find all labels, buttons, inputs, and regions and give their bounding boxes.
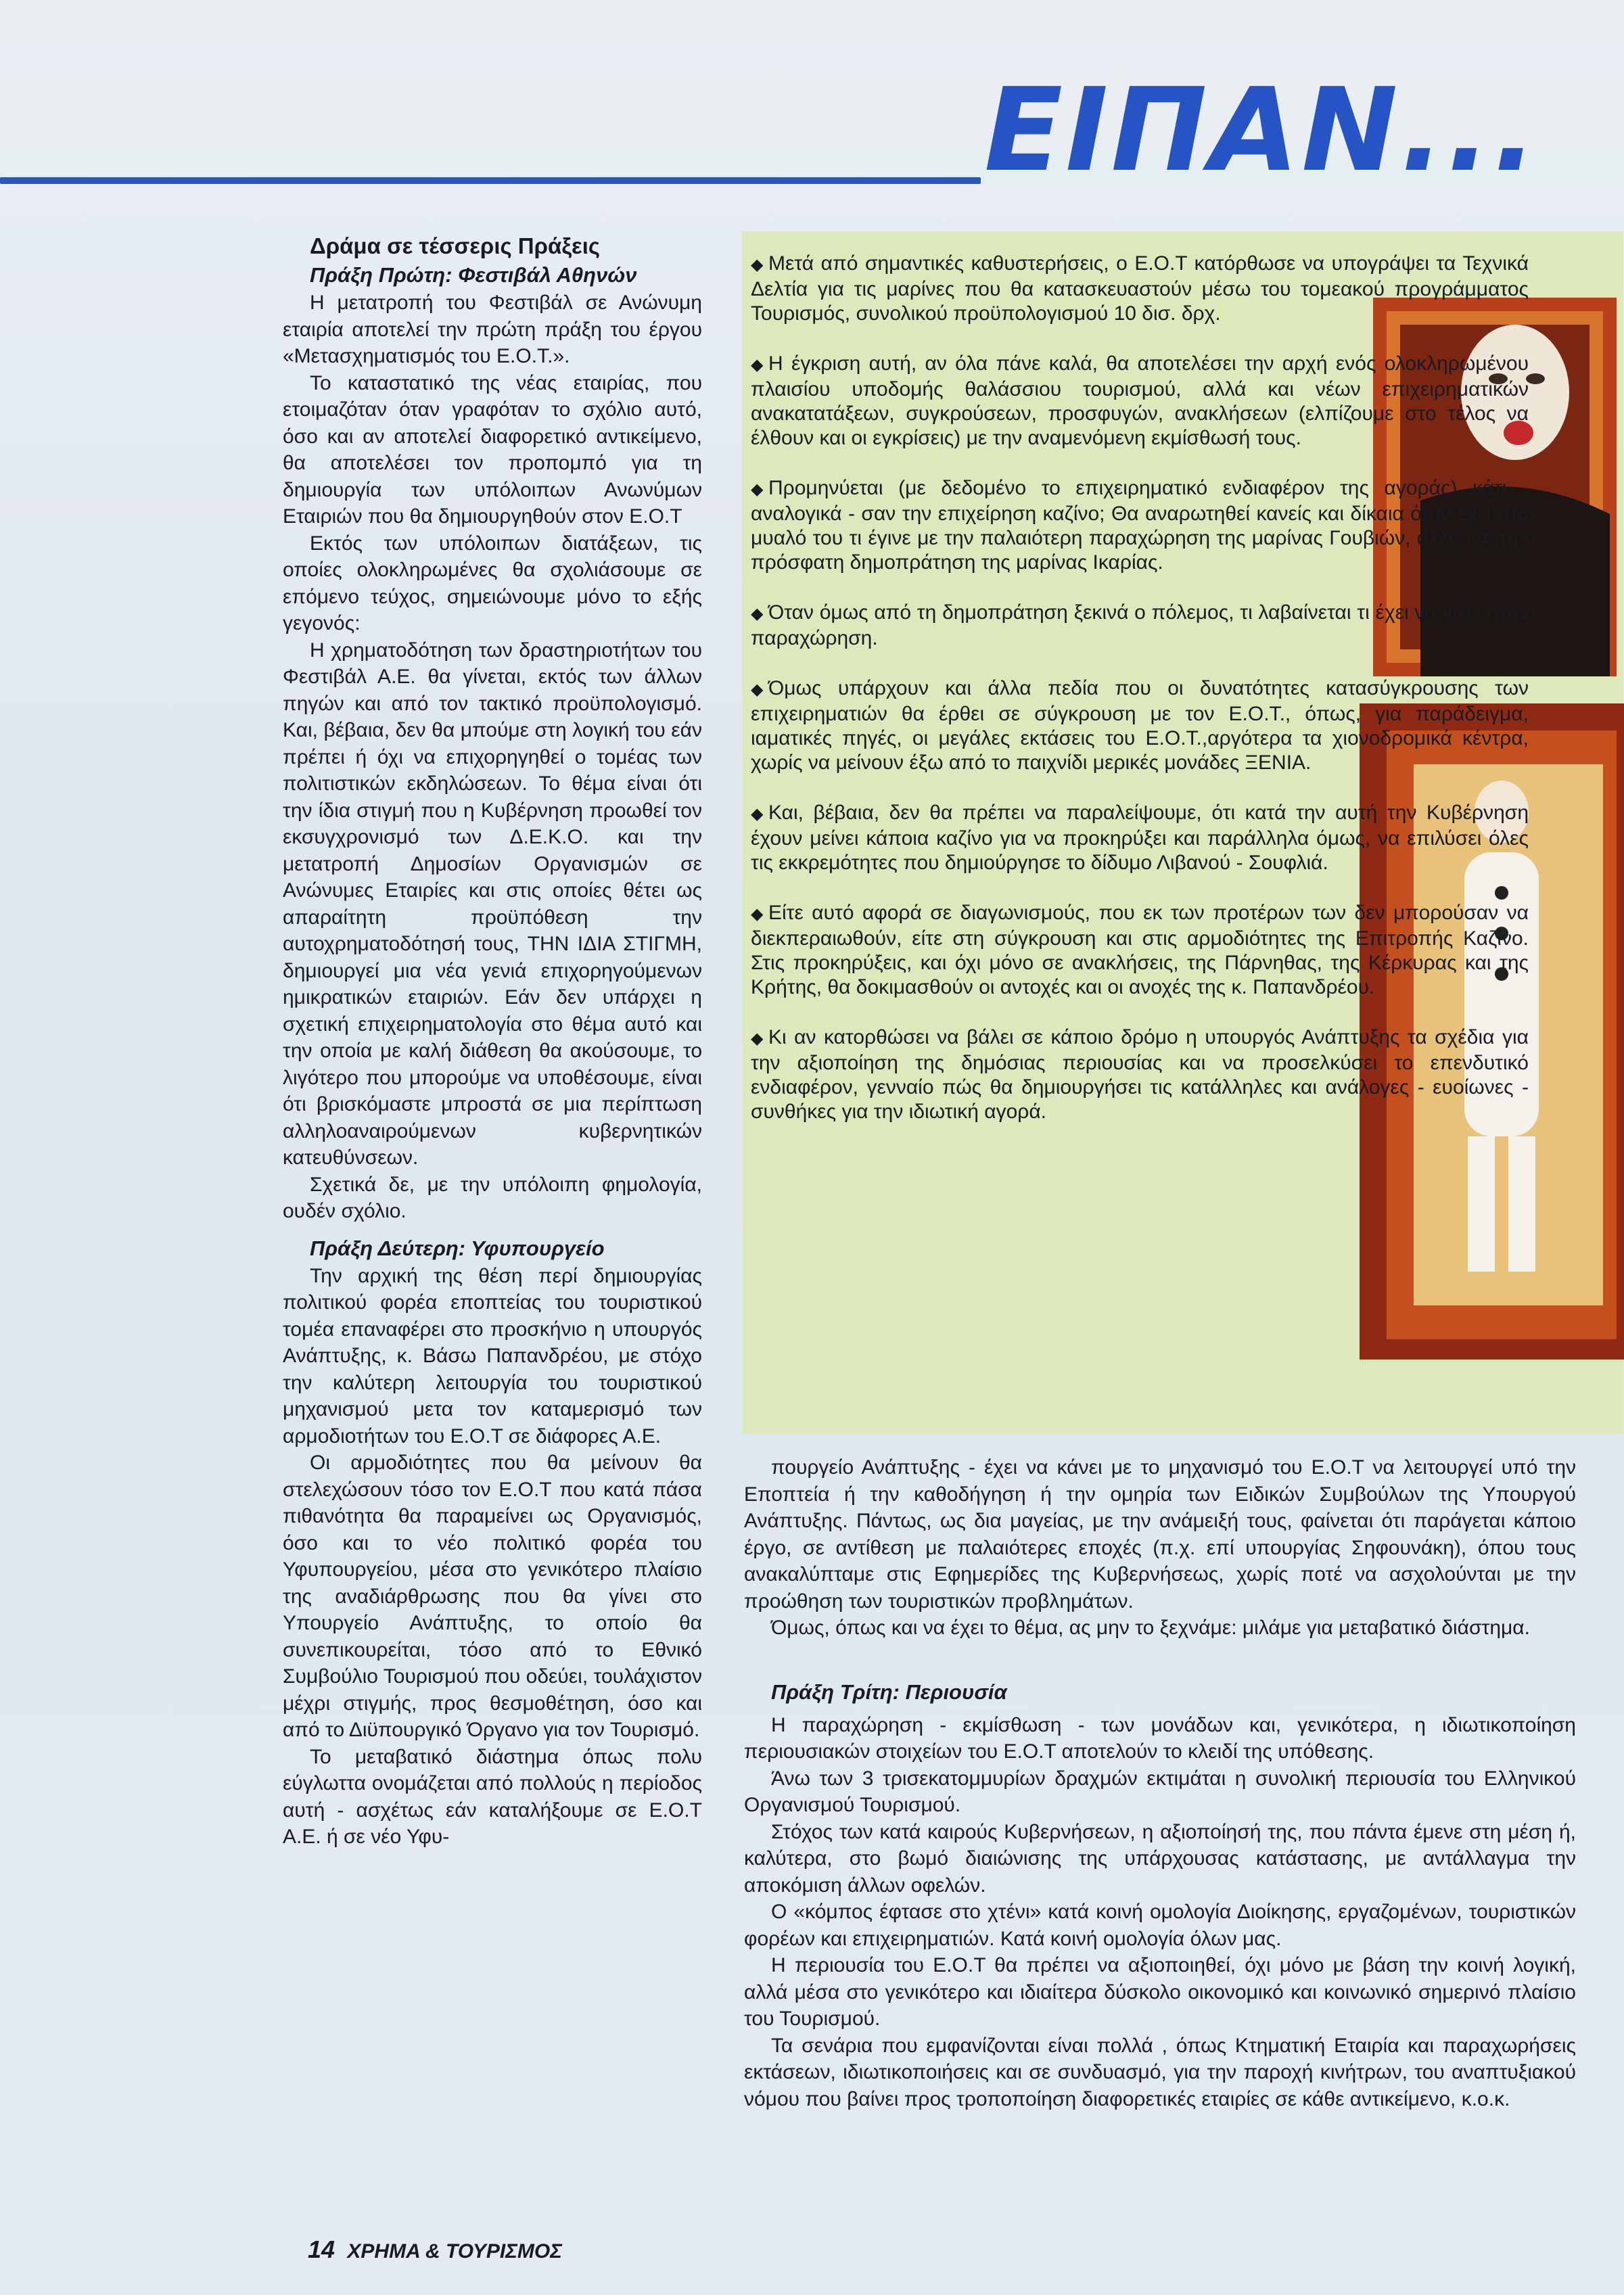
right-column (744, 1454, 1576, 2112)
diamond-icon: ◆ (751, 356, 764, 374)
bullet-item: ◆ Και, βέβαια, δεν θα πρέπει να παραλείψουμε, ότι κατά την αυτή την Κυβέρνηση έχουν μείνει κάποια καζίνο για να προκηρύξει και παράλληλα όμως, να επιλύσει όλες τις εκκρεμότητες που δημιούργησε το δίδυμο Λιβανού - Σουφλιά. (751, 802, 1529, 874)
act1-title: Πράξη Πρώτη: Φεστιβάλ Αθηνών (310, 263, 637, 287)
bullet-item: ◆ Όταν όμως από τη δημοπράτηση ξεκινά ο πόλεμος, τι λαβαίνεται τι έχει να γίνει στην παραχώρηση. (751, 601, 1529, 649)
act3-paragraph: Άνω των 3 τρισεκατομμυρίων δραχμών εκτιμάται η συνολική περιουσία του Ελληνικού Οργανισμού Τουρισμού. (744, 1767, 1576, 1816)
diamond-icon: ◆ (751, 605, 764, 623)
page-number: 14 (308, 2235, 335, 2263)
bullet-item: ◆ Η έγκριση αυτή, αν όλα πάνε καλά, θα αποτελέσει την αρχή ενός ολοκληρωμένου πλαισίου υποδομής θαλάσσιου τουρισμού, αλλά και νέων επιχειρηματικών ανακατατάξεων, συγκρούσεων, προσφυγών, ανακλήσεων (ελπίζουμε στο τέλος να έλθουν και οι εγκρίσεις) με την αναμενόμενη εκμίσθωσή τους. (751, 352, 1529, 449)
diamond-icon: ◆ (751, 905, 764, 923)
bullet-item: ◆ Προμηνύεται (με δεδομένο το επιχειρηματικό ενδιαφέρον της αγοράς) κάτι - αναλογικά - σαν την επιχείρηση καζίνο; Θα αναρωτηθεί κανείς και δίκαια όταν έχει στο μυαλό του τι έγινε με την παλαιότερη παραχώρηση της μαρίνας Γουβιών, αλλά και την πρόσφατη δημοπράτηση της μαρίνας Ικαρίας. (751, 477, 1529, 574)
act1-paragraph: Το καταστατικό της νέας εταιρίας, που ετοιμαζόταν όταν γραφόταν το σχόλιο αυτό, όσο και αν αποτελεί διαφορετικό αντικείμενο, θα αποτελέσει τον προπομπό για τη δημιουργία των υπόλοιπων Ανωνύμων Εταιριών που θα δημιουργηθούν στον Ε.Ο.Τ (283, 371, 702, 528)
act3-paragraph: Η παραχώρηση - εκμίσθωση - των μονάδων και, γενικότερα, η ιδιωτικοποίηση περιουσιακών στοιχείων του Ε.Ο.Τ αποτελούν το κλειδί της υπόθεσης. (744, 1713, 1576, 1763)
act3-paragraph: Τα σενάρια που εμφανίζονται είναι πολλά , όπως Κτηματική Εταιρία και παραχωρήσεις εκτάσεων, ιδιωτικοποιήσεις και σε συνδυασμό, για την παροχή κινήτρων, του αναπτυξιακού νόμου που βαίνει προς τροποποίηση διαφορετικές εταιρίες σε κάθε αντικείμενο, κ.ο.κ. (744, 2034, 1576, 2110)
page-headline: ΕΙΠΑΝ... (984, 64, 1540, 198)
bullet-item: ◆ Όμως υπάρχουν και άλλα πεδία που οι δυνατότητες κατασύγκρουσης των επιχειρηματιών θα έρθει σε σύγκρουση με τον Ε.Ο.Τ., όπως, για παράδειγμα, ιαματικές πηγές, οι μεγάλες εκτάσεις του Ε.Ο.Τ.,αργότερα τα χιονοδρομικά κέντρα, χωρίς να μείνουν έξω από το παιχνίδι μερικές μονάδες ΞΕΝΙΑ. (751, 677, 1529, 774)
act3-title: Πράξη Τρίτη: Περιουσία (771, 1679, 1007, 1704)
publication-name: ΧΡΗΜΑ & ΤΟΥΡΙΣΜΟΣ (347, 2240, 562, 2263)
act3-paragraph: Στόχος των κατά καιρούς Κυβερνήσεων, η αξιοποίησή της, που πάντα έμενε στη μέση ή, καλύτερα, στο βωμό διαιώνισης της υπάρχουσας κατάστασης, με αντάλλαγμα την αποκόμιση άλλων οφελών. (744, 1820, 1576, 1897)
act3-paragraph: Η περιουσία του Ε.Ο.Τ θα πρέπει να αξιοποιηθεί, όχι μόνο με βάση την κοινή λογική, αλλά μέσα στο γενικότερο και ιδιαίτερα δύσκολο οικονομικό και κοινωνικό σημερινό πλαίσιο του Τουρισμού. (744, 1954, 1576, 2030)
page-footer (308, 2235, 562, 2264)
article-title: Δράμα σε τέσσερις Πράξεις (310, 233, 601, 258)
act1-paragraph: Σχετικά δε, με την υπόλοιπη φημολογία, ουδέν σχόλιο. (283, 1173, 702, 1222)
diamond-icon: ◆ (751, 805, 764, 823)
act1-paragraph: Η χρηματοδότηση των δραστηριοτήτων του Φεστιβάλ Α.Ε. θα γίνεται, εκτός των άλλων πηγών και από τον τακτικό προϋπολογισμό. Και, βέβαια, δεν θα μπούμε στη λογική του εάν πρέπει ή όχι να επιχορηγηθεί ο τομέας των πολιτιστικών εκδηλώσεων. Το θέμα είναι ότι την ίδια στιγμή που η Κυβέρνηση προωθεί τον εκσυγχρονισμό των Δ.Ε.Κ.Ο. και την μετατροπή Δημοσίων Οργανισμών σε Ανώνυμες Εταιρίες και στις οποίες θέτει ως απαραίτητη προϋπόθεση την αυτοχρηματοδότησή τους, ΤΗΝ ΙΔΙΑ ΣΤΙΓΜΗ, δημιουργεί μια νέα γενιά επιχορηγούμενων ημικρατικών εταιριών. Εάν δεν υπάρχει η σχετική επιχειρηματολογία στο θέμα αυτό και την οποία με καλή διάθεση θα ακούσουμε, το λιγότερο που μπορούμε να υποθέσουμε, είναι ότι βρισκόμαστε μπροστά σε μια περίπτωση αλληλοαναιρούμενων κυβερνητικών κατευθύνσεων. (283, 639, 702, 1169)
diamond-icon: ◆ (751, 480, 764, 499)
act1-paragraph: Η μετατροπή του Φεστιβάλ σε Ανώνυμη εταιρία αποτελεί την πρώτη πράξη του έργου «Μετασχηματισμός του Ε.Ο.Τ.». (283, 292, 702, 367)
act3-paragraph: Ο «κόμπος έφτασε στο χτένι» κατά κοινή ομολογία Διοίκησης, εργαζομένων, τουριστικών φορέων και επιχειρηματιών. Κατά κοινή ομολογία όλων μας. (744, 1901, 1576, 1950)
bullet-item: ◆ Μετά από σημαντικές καθυστερήσεις, ο Ε.Ο.Τ κατόρθωσε να υπογράψει τα Τεχνικά Δελτία για τις μαρίνες που θα κατασκευαστούν μέσω του τομεακού προγράμματος Τουρισμός, συνολικού προϋπολογισμού 10 δισ. δρχ. (751, 252, 1529, 325)
highlight-bullets (751, 252, 1529, 1150)
left-column (283, 231, 702, 1851)
act2-title: Πράξη Δεύτερη: Υφυπουργείο (310, 1236, 605, 1260)
act1-paragraph: Εκτός των υπόλοιπων διατάξεων, τις οποίες ολοκληρωμένες θα σχολιάσουμε σε επόμενο τεύχος, σημειώνουμε μόνο το εξής γεγονός: (283, 532, 702, 634)
act2-paragraph: Οι αρμοδιότητες που θα μείνουν θα στελεχώσουν τόσο τον Ε.Ο.Τ που κατά πάσα πιθανότητα θα παραμείνει ως Οργανισμός, όσο και το νέο πολιτικό φορέα του Υφυπουργείου, μέσα στο γενικότερο πλαίσιο της αναδιάρθρωσης που θα γίνει στο Υπουργείο Ανάπτυξης, το οποίο θα συνεπικουρείται, τόσο από το Εθνικό Συμβούλιο Τουρισμού που οδεύει, τουλάχιστον μέχρι στιγμής, προς θεσμοθέτηση, όσο και από το Διϋπουργικό Όργανο για τον Τουρισμό. (283, 1452, 702, 1741)
continuation-paragraph: Όμως, όπως και να έχει το θέμα, ας μην το ξεχνάμε: μιλάμε για μεταβατικό διάστημα. (771, 1617, 1530, 1639)
bullet-item: ◆ Κι αν κατορθώσει να βάλει σε κάποιο δρόμο η υπουργός Ανάπτυξης τα σχέδια για την αξιοποίηση της δημόσιας περιουσίας και να προσελκύσει το επενδυτικό ενδιαφέρον, γενναίο πώς θα δημιουργήσει τις κατάλληλες και ανάλογες - ευοίωνες - συνθήκες για την ιδιωτική αγορά. (751, 1026, 1529, 1123)
continuation-paragraph: πουργείο Ανάπτυξης - έχει να κάνει με το μηχανισμό του Ε.Ο.Τ να λειτουργεί υπό την Εποπτεία ή την καθοδήγηση ή την ομηρία των Ειδικών Συμβούλων της Υπουργού Ανάπτυξης. Πάντως, ως δια μαγείας, με την ανάμειξή τους, φαίνεται ότι παράγεται κάποιο έργο, σε αντίθεση με παλαιότερες εποχές (π.χ. επί υπουργίας Σηφουνάκη), όπου τους ανακαλύπταμε στις Εφημερίδες της Κυβερνήσεως, χωρίς ποτέ να ασχολούνται με την προώθηση των τουριστικών προβλημάτων. (744, 1456, 1576, 1613)
act2-paragraph: Το μεταβατικό διάστημα όπως πολυ εύγλωττα ονομάζεται από πολλούς η περίοδος αυτή - ασχέτως εάν καταλήξουμε σε Ε.Ο.Τ Α.Ε. ή σε νέο Υφυ- (283, 1745, 702, 1848)
diamond-icon: ◆ (751, 1029, 764, 1048)
diamond-icon: ◆ (751, 680, 764, 699)
bullet-item: ◆ Είτε αυτό αφορά σε διαγωνισμούς, που εκ των προτέρων των δεν μπορούσαν να διεκπεραιωθούν, είτε στη σύγκρουση και στις αρμοδιότητες της Επιτροπής Καζίνο. Στις προκηρύξεις, και όχι μόνο σε ανακλήσεις, της Πάρνηθας, της Κέρκυρας και της Κρήτης, θα δοκιμασθούν οι αντοχές και οι ανοχές της κ. Παπανδρέου. (751, 902, 1529, 998)
header-rule (0, 177, 981, 184)
act2-paragraph: Την αρχική της θέση περί δημιουργίας πολιτικού φορέα εποπτείας του τουριστικού τομέα επαναφέρει στο προσκήνιο η υπουργός Ανάπτυξης, κ. Βάσω Παπανδρέου, με στόχο την καλύτερη λειτουργία του τουριστικού μηχανισμού μετα τον καταμερισμό των αρμοδιοτήτων του Ε.Ο.Τ σε διάφορες Α.Ε. (283, 1264, 702, 1447)
diamond-icon: ◆ (751, 256, 764, 274)
